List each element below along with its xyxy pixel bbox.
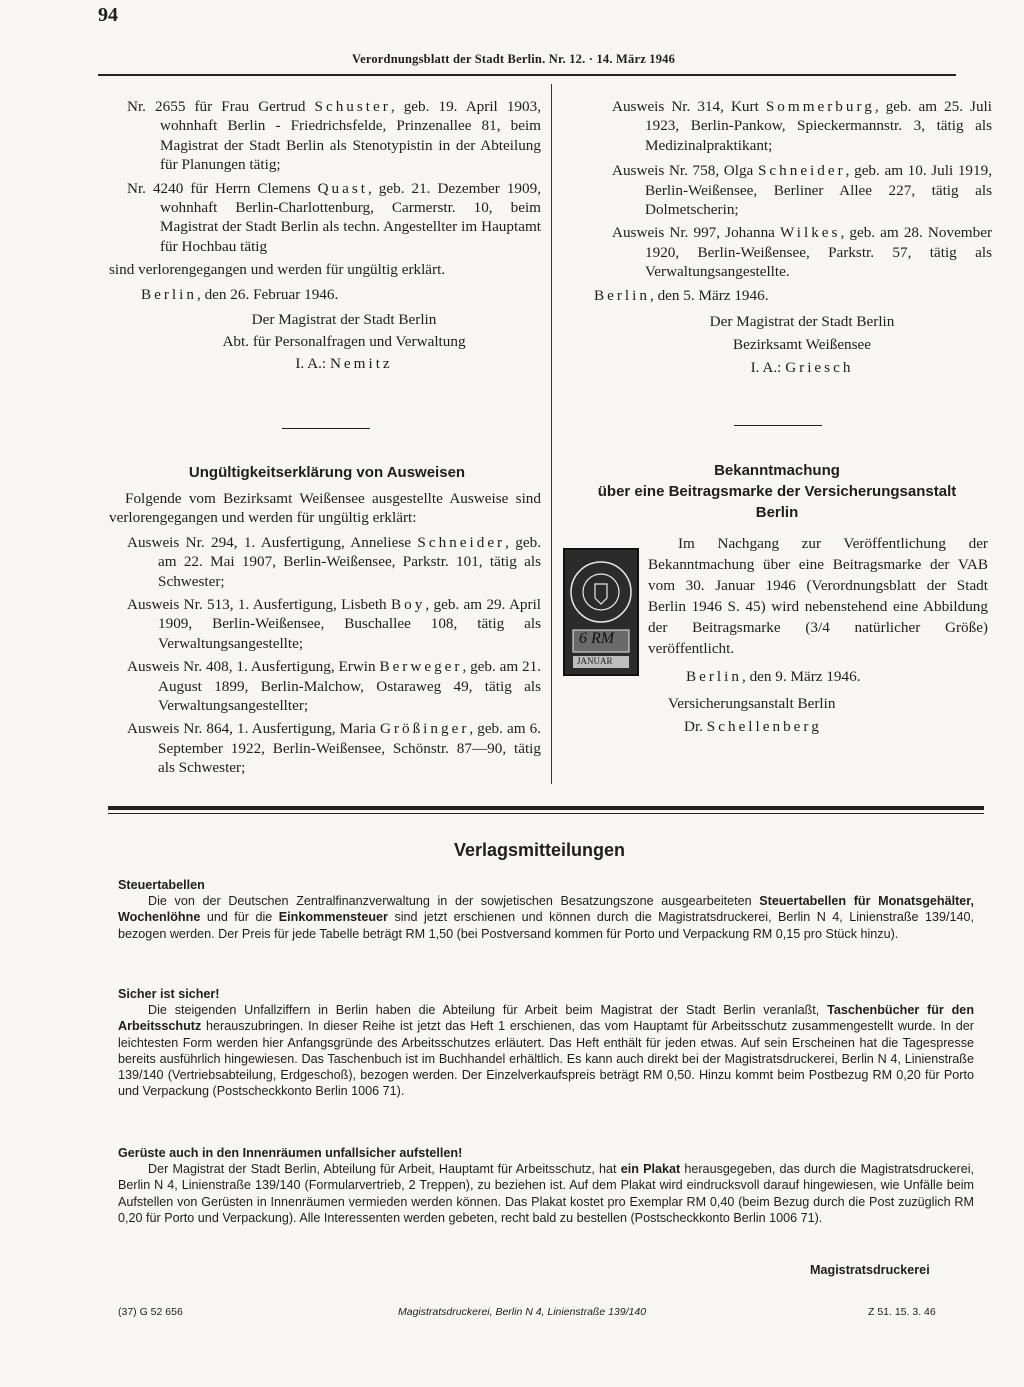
signature-line: Bezirksamt Weißensee <box>732 336 872 354</box>
person-name: Schuster <box>314 98 391 115</box>
section-rule <box>282 428 370 429</box>
person-name: Quast <box>317 179 368 197</box>
ausweis-758: Ausweis Nr. 758, Olga Schneider, geb. am 10. Juli 1919, Berlin-Weißensee, Berliner Allee 227, tätig als Dolmetscherin; <box>612 162 992 219</box>
signature-line: Dr. Schellenberg <box>684 718 822 736</box>
stamp-value: 6 RM <box>579 630 615 647</box>
footer-left: (37) G 52 656 <box>118 1306 183 1318</box>
verlag-section-steuertabellen <box>118 877 974 942</box>
header-rule <box>98 74 956 76</box>
intro-paragraph: Folgende vom Bezirksamt Weißensee ausgestellte Ausweise sind verlorengegangen und werden für ungültig erklärt: <box>109 490 541 527</box>
entry-number: Nr. 4240 für Herrn Clemens <box>127 179 311 197</box>
date: , den 26. Februar 1946. <box>196 285 339 303</box>
verlag-signature: Magistratsdruckerei <box>810 1263 930 1277</box>
beitragsmarke-stamp-image <box>563 548 639 676</box>
entry-text: , geb. 19. April 1903, wohnhaft Berlin - Friedrichsfelde, Prinzenallee 81, beim Magistrat der Stadt Berlin als Stenotypistin in der Abteilung für Planungen tätig; <box>160 98 542 174</box>
section-title: Ungültigkeitserklärung von Ausweisen <box>188 464 466 481</box>
footer-center: Magistratsdruckerei, Berlin N 4, Linienstraße 139/140 <box>398 1306 647 1318</box>
entry-2655 <box>127 97 541 175</box>
date-line: Berlin, den 9. März 1946. <box>686 668 861 685</box>
double-rule-top <box>108 806 984 810</box>
page-number: 94 <box>98 4 118 26</box>
column-divider <box>551 84 552 784</box>
verlagsmitteilungen-title: Verlagsmitteilungen <box>454 840 626 860</box>
entry-text: , geb. 21. Dezember 1909, wohnhaft Berlin-Charlottenburg, Carmerstr. 10, beim Magistrat der Stadt Berlin als techn. Angestellter im Hauptamt für Hochbau tätig <box>160 179 542 255</box>
entry-number: Nr. 2655 für Frau Gertrud <box>127 98 306 115</box>
bekanntmachung-body <box>648 533 988 738</box>
section-rule <box>734 425 822 426</box>
subsection-heading: Gerüste auch in den Innenräumen unfallsicher aufstellen! <box>118 1146 463 1160</box>
signature-block <box>612 310 992 379</box>
subsection-text: Die steigenden Unfallziffern in Berlin haben die Abteilung für Arbeit beim Magistrat der Stadt Berlin veranlaßt, Taschenbücher für den Arbeitsschutz herauszubringen. In dieser Reihe ist jetzt das Heft 1 erschienen, das vom Hauptamt für Arbeitsschutz zusammengestellt wurde. In der leichtesten Form werden hier Anfangsgründe des Arbeitsschutzes erläutert. Das Heft enthält für jeden etwas. Auf sein Erscheinen hat die Tagespresse bereits ausführlich hingewiesen. Das Taschenbuch ist im Buchhandel erhältlich. Es kann auch direkt bei der Magistratsdruckerei, Berlin N 4, Linienstraße 139/140 (Vertriebsabteilung, Erdgeschoß), bezogen werden. Der Einzelverkaufspreis beträgt RM 0,50. Hinzu kommt beim Postbezug RM 0,20 für Porto und Verpackung (Postscheckkonto Berlin 1006 71). <box>118 1003 975 1099</box>
signature-line: Versicherungsanstalt Berlin <box>668 695 836 713</box>
signature-line: Der Magistrat der Stadt Berlin <box>709 313 895 331</box>
double-rule-bottom <box>108 813 984 814</box>
signature-line: I. A.: Griesch <box>750 359 854 377</box>
left-column-lower <box>109 489 542 782</box>
date-line <box>141 285 541 304</box>
ausweis-408: Ausweis Nr. 408, 1. Ausfertigung, Erwin Berweger, geb. am 21. August 1899, Berlin-Malchow, Ostaraweg 49, tätig als Verwaltungsangestellter; <box>127 658 542 715</box>
running-header: Verordnungsblatt der Stadt Berlin. Nr. 12. · 14. März 1946 <box>352 52 676 66</box>
signature-line: I. A.: Nemitz <box>295 355 393 373</box>
verlag-section-sicher <box>118 986 974 1099</box>
subsection-heading: Steuertabellen <box>118 878 205 892</box>
closing-sentence: sind verlorengegangen und werden für ungültig erklärt. <box>109 261 446 279</box>
date-line: Berlin, den 5. März 1946. <box>594 286 769 304</box>
ausweis-513: Ausweis Nr. 513, 1. Ausfertigung, Lisbeth Boy, geb. am 29. April 1909, Berlin-Weißensee, Buschallee 108, tätig als Verwaltungsangestellte; <box>127 596 542 652</box>
signature-block <box>147 309 541 375</box>
signature-line: Abt. für Personalfragen und Verwaltung <box>222 333 466 351</box>
signature-block <box>668 692 988 738</box>
subsection-text: Der Magistrat der Stadt Berlin, Abteilung für Arbeit, Hauptamt für Arbeitsschutz, hat ein Plakat herausgegeben, das durch die Magistratsdruckerei, Berlin N 4, Linienstraße 139/140 (Formularvertrieb, 2 Treppen), zu beziehen ist. Auf dem Plakat wird eindrucksvoll darauf hingewiesen, wie Unfälle beim Aufstellen von Gerüsten in Innenräumen vermieden werden können. Das Plakat kostet pro Exemplar RM 0,40 (beim Bezug durch die Post zuzüglich RM 0,20 für Porto und Verpackung). Alle Interessenten werden gebeten, recht bald zu bestellen (Postscheckkonto Berlin 1006 71). <box>118 1162 975 1225</box>
ausweis-997: Ausweis Nr. 997, Johanna Wilkes, geb. am 28. November 1920, Berlin-Weißensee, Parkstr. 57, tätig als Verwaltungsangestellte. <box>612 224 993 281</box>
verlag-section-geruste <box>118 1145 974 1226</box>
body-paragraph: Im Nachgang zur Veröffentlichung der Bekanntmachung über eine Beitragsmarke der VAB vom 30. Januar 1946 (Verordnungsblatt der Stadt Berlin 1946 S. 45) wird nebenstehend eine Abbildung der Beitragsmarke (3/4 natürlicher Größe) veröffentlicht. <box>648 535 988 657</box>
ausweis-294: Ausweis Nr. 294, 1. Ausfertigung, Anneliese Schneider, geb. am 22. Mai 1907, Berlin-Weißensee, Parkstr. 101, tätig als Schwester; <box>127 533 541 590</box>
ausweis-314: Ausweis Nr. 314, Kurt Sommerburg, geb. am 25. Juli 1923, Berlin-Pankow, Spieckermannstr. 3, tätig als Medizinalpraktikant; <box>612 98 992 154</box>
ausweis-864: Ausweis Nr. 864, 1. Ausfertigung, Maria Größinger, geb. am 6. September 1922, Berlin-Weißensee, Schönstr. 87—90, tätig als Schwester; <box>127 720 541 777</box>
place: Berlin <box>141 285 197 303</box>
bekanntmachung-title: Bekanntmachung über eine Beitragsmarke der Versicherungsanstalt Berlin <box>597 462 957 521</box>
footer-right: Z 51. 15. 3. 46 <box>868 1306 936 1318</box>
stamp-month: JANUAR <box>577 656 613 666</box>
right-column <box>594 97 993 379</box>
subsection-text: Die von der Deutschen Zentralfinanzverwaltung in der sowjetischen Besatzungszone ausgearbeiteten Steuertabellen für Monatsgehälter, Wochenlöhne und für die Einkommensteuer sind jetzt erschienen und können durch die Magistratsdruckerei, Berlin N 4, Linienstraße 139/140, bezogen werden. Der Preis für jede Tabelle beträgt RM 1,50 (bei Postversand kommen für Porto und Verpackung RM 0,15 pro Stück hinzu). <box>118 894 975 941</box>
subsection-heading: Sicher ist sicher! <box>118 987 220 1001</box>
entry-4240 <box>127 179 541 257</box>
signature-line: Der Magistrat der Stadt Berlin <box>251 311 437 329</box>
left-column <box>109 97 542 375</box>
